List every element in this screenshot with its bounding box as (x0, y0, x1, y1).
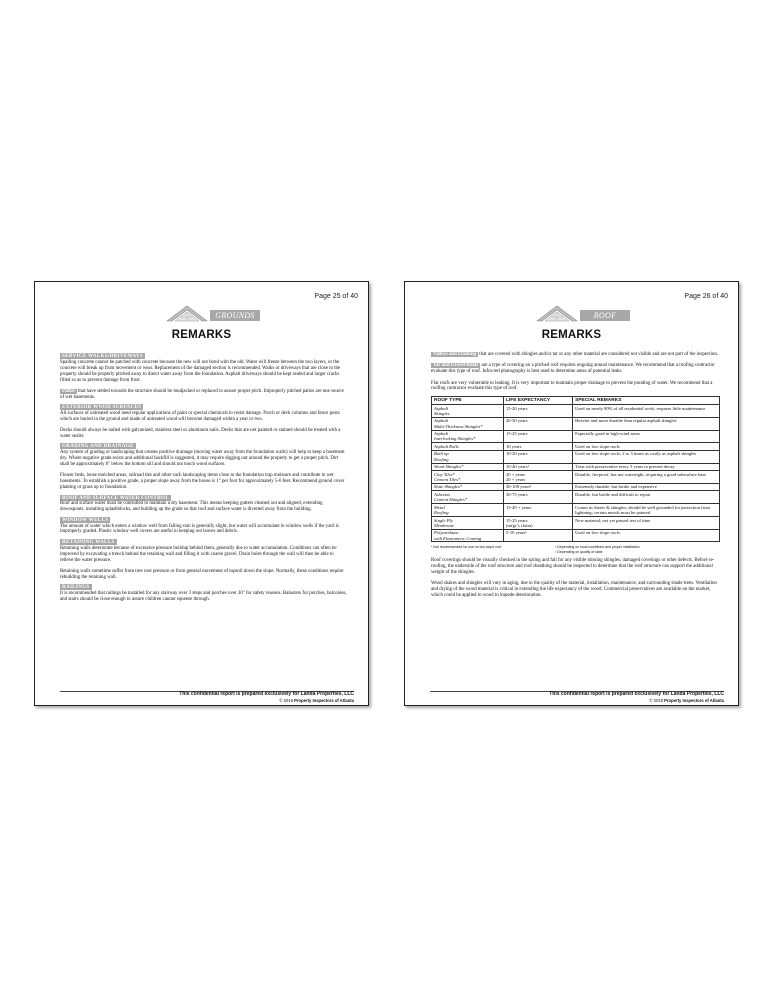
table-row (432, 504, 720, 517)
special-remarks-cell: Heavier and more durable than regular asphalt shingles (573, 417, 720, 430)
page-title: REMARKS (171, 329, 232, 341)
section-heading: WINDOW WELLS (62, 516, 109, 523)
table-row (432, 405, 720, 418)
remarks-body (60, 353, 348, 606)
paragraph: Retaining walls deteriorate because of excessive pressure buildup behind them, generally due to water accumulation. Conditions can often be improved by excavating a trench behind the retaining wall and filling it with coarse gravel. Drain holes through the wall will then be able to relieve the water pressure. (60, 545, 337, 563)
life-expectancy-cell: 15-25 years (mfgr’s claim) (504, 516, 573, 529)
life-expectancy-cell: 20 + years 20 + years (504, 471, 573, 484)
footnote: ¹ Depending on local conditions and proper installation (555, 545, 640, 550)
paragraph: Valleys and Flashing that are covered with shingles and/or tar or any other material are considered not visible and are not part of the inspection. (433, 352, 719, 357)
section-heading: GRADING AND DRAINAGE (62, 443, 134, 450)
roof-type-cell: Single Ply Membrane (432, 516, 504, 529)
column-header: LIFE EXPECTANCY (504, 396, 573, 404)
column-header: SPECIAL REMARKS (573, 396, 720, 404)
paragraph: Roof and surface water must be controlled to maintain a dry basement. This means keeping gutters cleaned out and aligned, extending downspouts, installing splashblocks, and building up the grade so that roof and surface water is diverted away from the building. (60, 501, 323, 513)
table-row (432, 430, 720, 443)
roof-type-cell: Slate Shingles* (432, 483, 504, 490)
special-remarks-cell: Especially good in high-wind areas (573, 430, 720, 443)
inline-heading: Valleys and Flashing (433, 352, 477, 357)
life-expectancy-cell: 10 years (504, 443, 573, 450)
special-remarks-cell: Comes in sheets & shingles; should be well grounded for protection from lightning; certain metals must be painted (573, 504, 720, 517)
inline-heading: Tar and Gravel Roofs (433, 363, 479, 369)
footer-copyright: © 2019 Property Inspectors of Atlanta (279, 697, 354, 703)
table-row (432, 516, 720, 529)
paragraph: The amount of water which enters a window well from falling rain is generally slight, but water will accumulate in window wells if the yard is improperly graded. Plastic window well covers are useful in keeping out leaves and debris. (60, 523, 339, 535)
section-heading: RAILINGS (62, 584, 90, 590)
table-footnotes (431, 545, 720, 553)
inline-heading: Patios (62, 388, 75, 394)
life-expectancy-cell: 30-100 years² (504, 483, 573, 490)
paragraph: Any system of grading or landscaping that creates positive drainage (moving water away from the foundation walls) will help to keep a basement dry. Where negative grade exists and additional backfill is suggested, it may require digging out around the property to get a proper pitch. Dirt shall be approximately 6" below the bottom sill and should not touch wood surfaces. (60, 450, 345, 468)
table-header-row (432, 396, 720, 404)
paragraph: It is recommended that railings be installed for any stairway over 3 steps and porches over 30" for safety reasons. Balusters for porches, balconies, and stairs should be close enough to assure children cannot squeeze through. (60, 590, 347, 602)
life-expectancy-cell: 15-25 years (504, 430, 573, 443)
section-heading: EXTERIOR WOOD SURFACES (62, 404, 142, 411)
paragraph: Flat roofs are very vulnerable to leaking. It is very important to maintain proper drainage to prevent the ponding of water. We recommend that a roofing contractor evaluate this type of roof. (431, 380, 713, 392)
special-remarks-cell: Extremely durable, but brittle and expensive (573, 483, 720, 490)
page-number: Page 26 of 40 (684, 293, 728, 300)
roof-type-cell: Polyurethane with Elastomeric Coating (432, 529, 504, 542)
report-page-roof (404, 281, 739, 706)
section-logo (535, 304, 631, 323)
section-heading: RETAINING WALLS (62, 538, 115, 545)
report-page-grounds (34, 281, 369, 706)
section-logo (165, 304, 261, 323)
page-footer (549, 692, 724, 703)
special-remarks-cell: Used on low slope roofs (573, 443, 720, 450)
roof-type-cell: Asphalt Shingles (432, 405, 504, 418)
special-remarks-cell: Used on nearly 80% of all residential roofs; requires little maintenance (573, 405, 720, 418)
paragraph: Wood shakes and shingles will vary in aging, due to the quality of the material, installation, maintenance, and surrounding shade trees. Ventilation and drying of the wood material is critical in extending the life expectancy of the wood. Commercial preservatives are available on the market, which could be applied to wood to impede deterioration. (431, 581, 717, 598)
table-row (432, 417, 720, 430)
column-header: ROOF TYPE (432, 396, 504, 404)
roof-type-cell: Clay Tiles* Cement Tiles* (432, 471, 504, 484)
special-remarks-cell: Used on low slope roofs. (573, 529, 720, 542)
special-remarks-cell: Durable, but brittle and difficult to repair (573, 491, 720, 504)
paragraph: Tar and Gravel Roofs are a type of covering on a pitched roof requires ongoing annual maintenance. We recommend that a roofing contractor evaluate this type of roof. Infra-red photography is best used to determine areas of potential leaks. (431, 363, 715, 375)
table-row (432, 529, 720, 542)
roof-type-cell: Asbestos Cement Shingles* (432, 491, 504, 504)
life-expectancy-cell: 15-20 years (504, 405, 573, 418)
paragraph: Flower beds, loose mulched areas, railroad ties and other such landscaping items close to the foundation trap moisture and contribute to wet basements. To establish a positive grade, a proper slope away from the house is 1" per foot for approximately 5-6 feet. Recommend ground cover planting or grass up to foundation. (60, 473, 345, 491)
roof-type-cell: Asphalt Rolls (432, 443, 504, 450)
table-row (432, 491, 720, 504)
paragraph: Decks should always be nailed with galvanized, stainless steel or aluminum nails. Decks that are not painted or stained should be treated with a water sealer. (60, 428, 341, 440)
roof-types-table (431, 396, 720, 543)
page-title: REMARKS (541, 329, 602, 341)
footer-confidential: This confidential report is prepared exclusively for Landa Properties, LLC (549, 691, 724, 697)
table-row (432, 450, 720, 463)
table-row (432, 483, 720, 490)
life-expectancy-cell: 10-20 years (504, 450, 573, 463)
footer-copyright: © 2019 Property Inspectors of Atlanta (649, 697, 724, 703)
section-label: GROUNDS (210, 310, 260, 321)
footnote: ² Depending on quality of slate (555, 549, 603, 554)
paragraph: Retaining walls sometime suffer from tree root pressure or from general movement of topsoil down the slope. Normally, these conditions require rebuilding the retaining wall. (60, 568, 344, 580)
paragraph: All surfaces of untreated wood need regular applications of paint or special chemicals to resist damage. Porch or deck columns and fence posts which are buried in the ground and made of untreated wood will become damaged within a year or two. (60, 411, 340, 422)
table-row (432, 463, 720, 470)
paragraph: Spalling concrete cannot be patched with concrete because the new will not bond with the old. Water will freeze between the two layers, or the concrete will break up from movement or wear. Replacement of the damaged section is recommended. Walks or driveways that are close to the property should be properly pitched away to direct water away from the foundation. Asphalt driveways should be kept sealed and larger cracks filled so as to prevent damage from frost. (60, 359, 341, 383)
roof-type-cell: Wood Shingles* (432, 463, 504, 470)
roof-type-cell: Asphalt Interlocking Shingles* (432, 430, 504, 443)
table-row (432, 443, 720, 450)
life-expectancy-cell: 10-40 years¹ (504, 463, 573, 470)
page-number: Page 25 of 40 (314, 293, 358, 300)
footnote: * Not recommended for use on low slope roof (431, 545, 502, 550)
life-expectancy-cell: 20-30 years (504, 417, 573, 430)
life-expectancy-cell: 30-75 years (504, 491, 573, 504)
special-remarks-cell: New material; not yet passed test of time (573, 516, 720, 529)
table-row (432, 471, 720, 484)
roof-type-cell: Built up Roofing (432, 450, 504, 463)
special-remarks-cell: Used on low slope roofs; 2 to 3 times as costly as asphalt shingles (573, 450, 720, 463)
section-heading: ROOF AND SURFACE WATER CONTROL (62, 494, 170, 501)
special-remarks-cell: Treat with preservative every 5 years to prevent decay (573, 463, 720, 470)
paragraph: Roof coverings should be visually checked in the spring and fall for any visible missing shingles, damaged coverings or other defects. Before re-roofing, the underside of the roof structure and roof sheathing should be inspected to determine that the roof structure can support the additional weight of the shingles. (431, 557, 715, 575)
special-remarks-cell: Durable, fireproof, but not watertight, requiring a good subsurface base (573, 471, 720, 484)
section-heading: SERVICE WALKS/DRIVEWAYS (62, 353, 144, 359)
roof-type-cell: Metal Roofing (432, 504, 504, 517)
roof-type-cell: Asphalt Multi-Thickness Shingles* (432, 417, 504, 430)
page-footer (179, 692, 354, 703)
paragraph: Patios that have settled towards the structure should be mudjacked or replaced to assure proper pitch. Improperly pitched patios are one source of wet basements. (60, 388, 344, 400)
life-expectancy-cell: 5-10 years¹ (504, 529, 573, 542)
remarks-body (431, 352, 720, 602)
life-expectancy-cell: 15-40 + years (504, 504, 573, 517)
section-label: ROOF (580, 310, 630, 321)
footer-confidential: This confidential report is prepared exclusively for Landa Properties, LLC (179, 691, 354, 697)
